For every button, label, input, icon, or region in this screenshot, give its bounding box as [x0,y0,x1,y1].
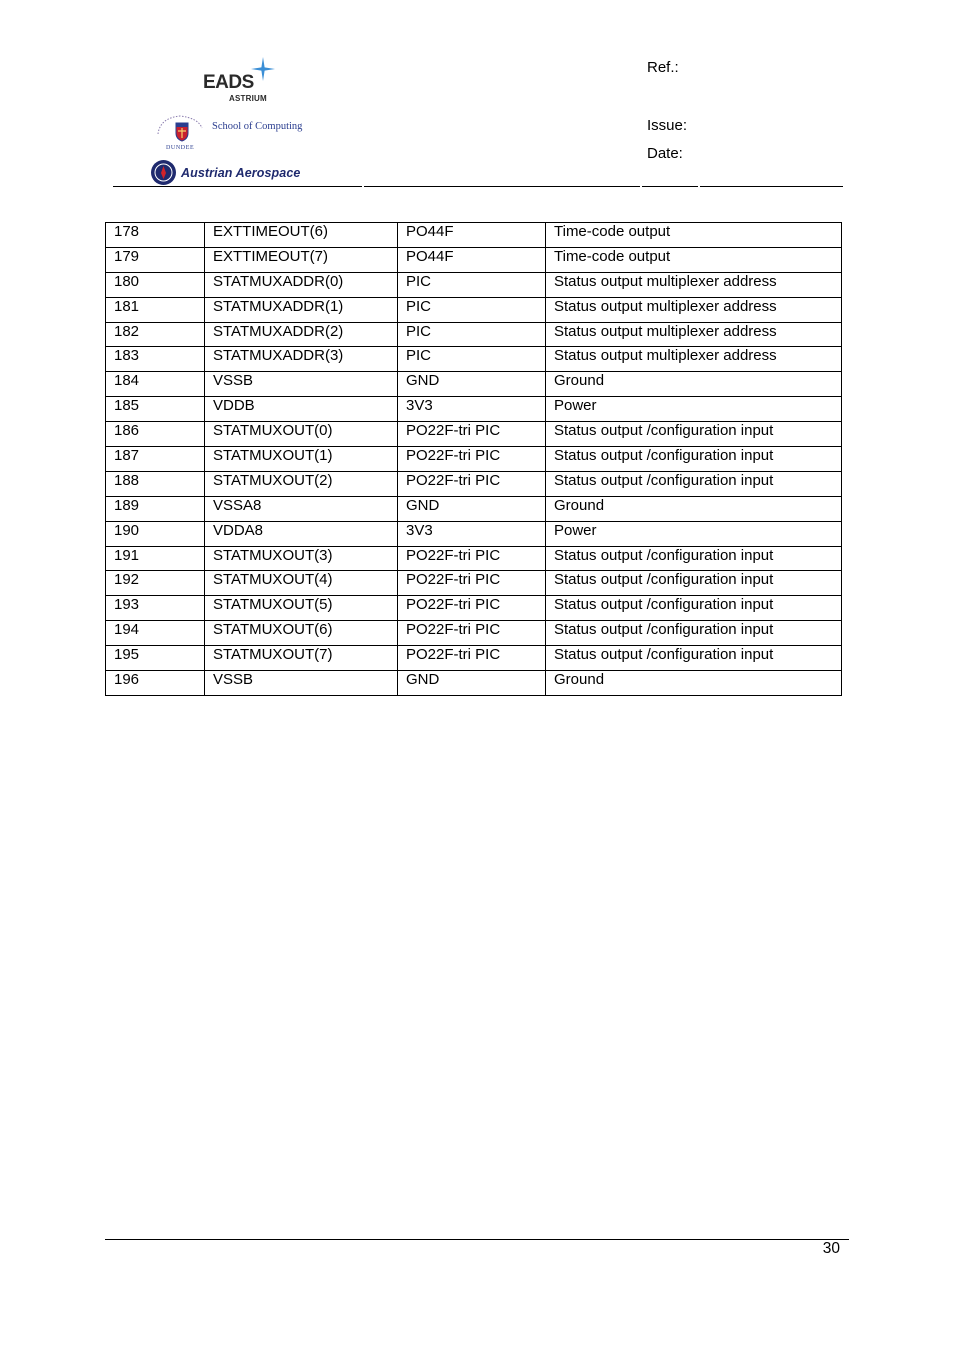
pad-type-cell: PO22F-tri PIC [398,621,546,646]
emblem-icon [150,159,177,186]
issue-label: Issue: [647,117,688,134]
description-cell: Status output multiplexer address [546,322,842,347]
header-rule-3 [642,186,698,187]
description-cell: Time-code output [546,223,842,248]
table-row [106,621,842,646]
table-row [106,322,842,347]
description-cell: Status output multiplexer address [546,347,842,372]
description-cell: Status output /configuration input [546,471,842,496]
table-row [106,372,842,397]
signal-name-cell: STATMUXADDR(2) [205,322,398,347]
description-cell: Status output multiplexer address [546,297,842,322]
pin-number-cell: 184 [106,372,205,397]
pad-type-cell: 3V3 [398,521,546,546]
signal-name-cell: EXTTIMEOUT(6) [205,223,398,248]
star-icon [250,56,276,82]
table-row [106,496,842,521]
signal-name-cell: STATMUXOUT(5) [205,596,398,621]
table-row [106,422,842,447]
table-row [106,546,842,571]
table-row [106,471,842,496]
pad-type-cell: PO22F-tri PIC [398,546,546,571]
description-cell: Ground [546,496,842,521]
eads-logo-text: EADS [203,72,254,93]
date-label: Date: [647,145,683,162]
pad-type-cell: PO22F-tri PIC [398,571,546,596]
signal-name-cell: VDDB [205,397,398,422]
header-rule-2 [364,186,640,187]
description-cell: Power [546,397,842,422]
signal-name-cell: STATMUXOUT(7) [205,646,398,671]
pin-number-cell: 190 [106,521,205,546]
signal-name-cell: STATMUXADDR(0) [205,272,398,297]
header-rule-1 [113,186,362,187]
pin-number-cell: 195 [106,646,205,671]
signal-name-cell: STATMUXOUT(4) [205,571,398,596]
header-rule-4 [700,186,843,187]
pad-type-cell: PO44F [398,223,546,248]
pad-type-cell: PIC [398,322,546,347]
pin-number-cell: 191 [106,546,205,571]
signal-name-cell: EXTTIMEOUT(7) [205,247,398,272]
description-cell: Status output /configuration input [546,546,842,571]
table-row [106,223,842,248]
table-row [106,571,842,596]
table-row [106,397,842,422]
signal-name-cell: STATMUXADDR(1) [205,297,398,322]
table-row [106,247,842,272]
signal-name-cell: VSSA8 [205,496,398,521]
footer-rule [105,1239,849,1240]
description-cell: Status output /configuration input [546,422,842,447]
description-cell: Ground [546,372,842,397]
pin-number-cell: 192 [106,571,205,596]
signal-name-cell: STATMUXOUT(6) [205,621,398,646]
pin-table [105,222,842,696]
pin-number-cell: 181 [106,297,205,322]
signal-name-cell: VDDA8 [205,521,398,546]
pad-type-cell: GND [398,496,546,521]
signal-name-cell: VSSB [205,671,398,696]
crest-icon [152,112,208,146]
pad-type-cell: PIC [398,347,546,372]
pin-number-cell: 194 [106,621,205,646]
pin-number-cell: 180 [106,272,205,297]
table-row [106,646,842,671]
pin-number-cell: 188 [106,471,205,496]
table-row [106,347,842,372]
pad-type-cell: PO22F-tri PIC [398,596,546,621]
pad-type-cell: PIC [398,272,546,297]
pin-number-cell: 185 [106,397,205,422]
description-cell: Ground [546,671,842,696]
description-cell: Time-code output [546,247,842,272]
description-cell: Status output multiplexer address [546,272,842,297]
signal-name-cell: STATMUXOUT(3) [205,546,398,571]
description-cell: Status output /configuration input [546,571,842,596]
pin-number-cell: 182 [106,322,205,347]
pad-type-cell: PO22F-tri PIC [398,422,546,447]
pin-table-body [106,223,842,696]
pin-number-cell: 189 [106,496,205,521]
table-row [106,272,842,297]
description-cell: Status output /configuration input [546,447,842,472]
pin-number-cell: 183 [106,347,205,372]
dundee-text: DUNDEE [166,145,195,151]
description-cell: Power [546,521,842,546]
ref-label: Ref.: [647,59,679,76]
austrian-aerospace-logo [150,159,350,187]
description-cell: Status output /configuration input [546,646,842,671]
pad-type-cell: PO22F-tri PIC [398,471,546,496]
page-number: 30 [822,1240,840,1257]
pin-number-cell: 193 [106,596,205,621]
signal-name-cell: STATMUXOUT(2) [205,471,398,496]
eads-astrium-logo [200,56,280,106]
pad-type-cell: PO22F-tri PIC [398,646,546,671]
pad-type-cell: 3V3 [398,397,546,422]
pad-type-cell: PO22F-tri PIC [398,447,546,472]
pad-type-cell: GND [398,671,546,696]
signal-name-cell: VSSB [205,372,398,397]
description-cell: Status output /configuration input [546,596,842,621]
table-row [106,521,842,546]
university-of-dundee-logo [148,110,338,156]
table-row [106,596,842,621]
pad-type-cell: GND [398,372,546,397]
signal-name-cell: STATMUXOUT(0) [205,422,398,447]
pin-number-cell: 196 [106,671,205,696]
pin-number-cell: 186 [106,422,205,447]
pad-type-cell: PO44F [398,247,546,272]
pin-number-cell: 178 [106,223,205,248]
pin-number-cell: 179 [106,247,205,272]
astrium-logo-text: ASTRIUM [229,94,267,103]
table-row [106,671,842,696]
pad-type-cell: PIC [398,297,546,322]
signal-name-cell: STATMUXADDR(3) [205,347,398,372]
school-of-computing-text: School of Computing [212,121,303,132]
table-row [106,297,842,322]
table-row [106,447,842,472]
signal-name-cell: STATMUXOUT(1) [205,447,398,472]
description-cell: Status output /configuration input [546,621,842,646]
pin-number-cell: 187 [106,447,205,472]
austrian-aerospace-text: Austrian Aerospace [181,166,301,180]
